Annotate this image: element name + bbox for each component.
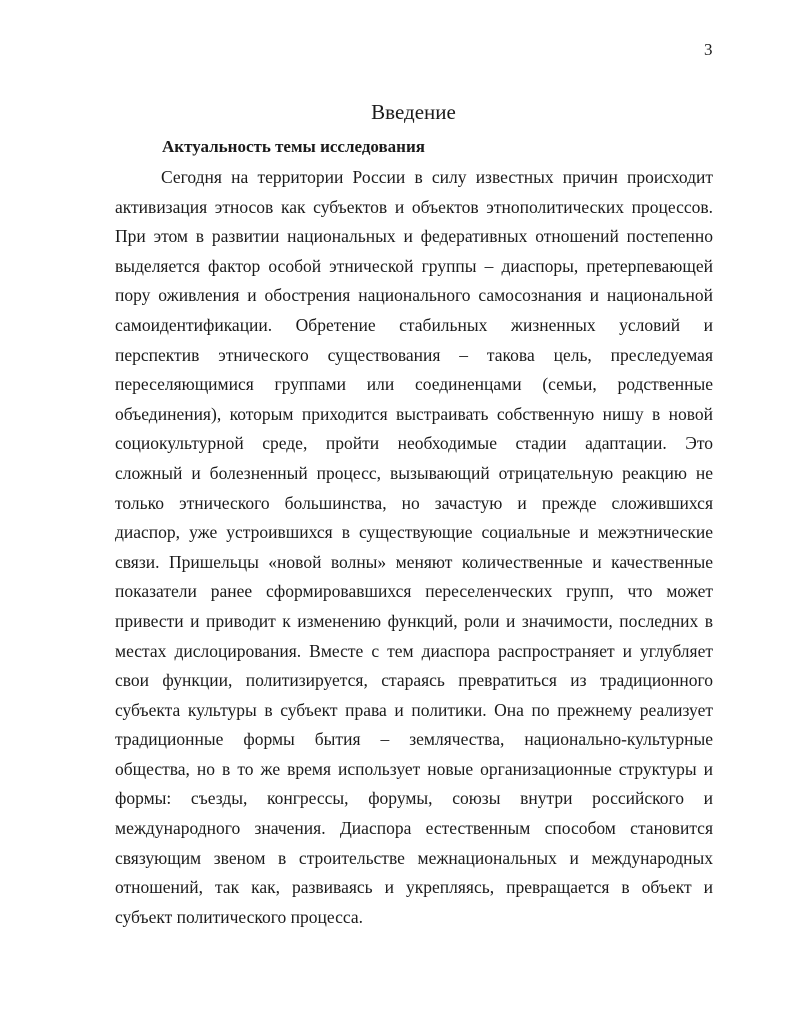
- page-number: 3: [704, 40, 713, 59]
- paragraph-line: сложный и болезненный процесс, вызывающий отрицательную реакцию не: [115, 462, 713, 483]
- paragraph-line: привести и приводит к изменению функций, роли и значимости, последних в: [115, 610, 713, 631]
- paragraph-line: только этнического большинства, но зачастую и прежде сложившихся: [115, 492, 713, 513]
- paragraph-line: переселяющимися группами или соединенцами (семьи, родственные: [115, 374, 713, 395]
- paragraph-line: активизация этносов как субъектов и объектов этнополитических процессов.: [115, 196, 713, 217]
- paragraph-line: местах дислоцирования. Вместе с тем диаспора распространяет и углубляет: [115, 640, 713, 661]
- paragraph-line: формы: съезды, конгрессы, форумы, союзы внутри российского и: [115, 788, 713, 809]
- paragraph-line: перспектив этнического существования – такова цель, преследуемая: [115, 344, 713, 365]
- section-title: Введение: [371, 100, 456, 124]
- paragraph-line: субъект политического процесса.: [115, 906, 363, 927]
- paragraph-line: самоидентификации. Обретение стабильных жизненных условий и: [115, 314, 713, 335]
- section-subtitle: Актуальность темы исследования: [162, 137, 425, 156]
- paragraph-line: диаспор, уже устроившихся в существующие социальные и межэтнические: [115, 522, 713, 543]
- paragraph-line: свои функции, политизируется, стараясь превратиться из традиционного: [115, 670, 713, 691]
- paragraph-line: объединения), которым приходится выстраивать собственную нишу в новой: [115, 403, 713, 424]
- paragraph-line: При этом в развитии национальных и федеративных отношений постепенно: [115, 226, 713, 247]
- paragraph-line: общества, но в то же время использует новые организационные структуры и: [115, 758, 713, 779]
- paragraph-line: традиционные формы бытия – землячества, национально-культурные: [115, 729, 713, 750]
- paragraph-line: пору оживления и обострения национального самосознания и национальной: [115, 285, 713, 306]
- paragraph-line: показатели ранее сформировавшихся переселенческих групп, что может: [115, 581, 713, 602]
- paragraph-line: социокультурной среде, пройти необходимые стадии адаптации. Это: [115, 433, 713, 454]
- paragraph-line: субъекта культуры в субъект права и политики. Она по прежнему реализует: [115, 699, 713, 720]
- paragraph-line: выделяется фактор особой этнической группы – диаспоры, претерпевающей: [115, 255, 713, 276]
- body-paragraph: [115, 163, 713, 932]
- paragraph-line: связующим звеном в строительстве межнациональных и международных: [115, 847, 713, 868]
- paragraph-line: связи. Пришельцы «новой волны» меняют количественные и качественные: [115, 551, 713, 572]
- paragraph-line: Сегодня на территории России в силу известных причин происходит: [161, 167, 713, 187]
- paragraph-line: отношений, так как, развиваясь и укрепляясь, превращается в объект и: [115, 877, 713, 898]
- paragraph-line: международного значения. Диаспора естественным способом становится: [115, 818, 713, 839]
